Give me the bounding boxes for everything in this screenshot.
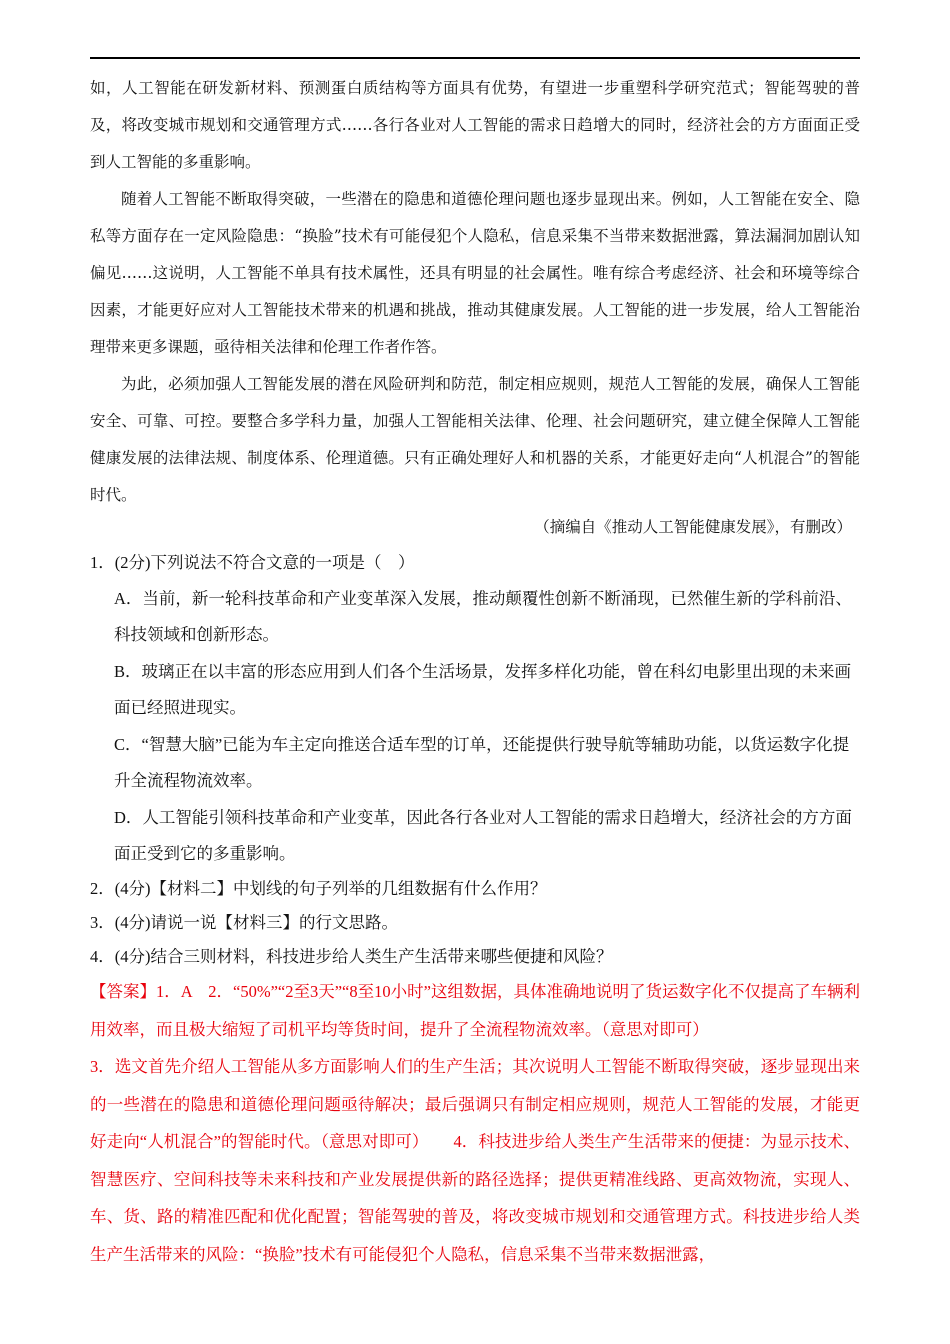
question-section bbox=[90, 546, 860, 974]
passage-paragraph: 随着人工智能不断取得突破，一些潜在的隐患和道德伦理问题也逐步显现出来。例如，人工智能在安全、隐私等方面存在一定风险隐患：“换脸”技术有可能侵犯个人隐私，信息采集不当带来数据泄露，算法漏洞加剧认知偏见……这说明，人工智能不单具有技术属性，还具有明显的社会属性。唯有综合考虑经济、社会和环境等综合因素，才能更好应对人工智能技术带来的机遇和挑战，推动其健康发展。人工智能的进一步发展，给人工智能治理带来更多课题，亟待相关法律和伦理工作者作答。 bbox=[90, 190, 860, 356]
source-citation: （摘编自《推动人工智能健康发展》，有删改） bbox=[534, 518, 852, 536]
header-rule bbox=[90, 57, 860, 59]
option-c: C．“智慧大脑”已能为车主定向推送合适车型的订单，还能提供行驶导航等辅助功能，以货运数字化提升全流程物流效率。 bbox=[114, 735, 850, 790]
question-1: 1．(2分)下列说法不符合文意的一项是（ ） bbox=[90, 553, 415, 572]
option-d: D．人工智能引领科技革命和产业变革，因此各行各业对人工智能的需求日趋增大，经济社会的方方面面正受到它的多重影响。 bbox=[114, 808, 852, 863]
question-3: 3．(4分)请说一说【材料三】的行文思路。 bbox=[90, 913, 398, 932]
answer-section bbox=[90, 973, 860, 1273]
option-a: A．当前，新一轮科技革命和产业变革深入发展，推动颠覆性创新不断涌现，已然催生新的学科前沿、科技领域和创新形态。 bbox=[114, 589, 852, 644]
passage-paragraph: 如，人工智能在研发新材料、预测蛋白质结构等方面具有优势，有望进一步重塑科学研究范式；智能驾驶的普及，将改变城市规划和交通管理方式……各行各业对人工智能的需求日趋增大的同时，经济社会的方方面面正受到人工智能的多重影响。 bbox=[90, 79, 860, 171]
answer-paragraph: 3．选文首先介绍人工智能从多方面影响人们的生产生活；其次说明人工智能不断取得突破，逐步显现出来的一些潜在的隐患和道德伦理问题亟待解决；最后强调只有制定相应规则，规范人工智能的发展，才能更好走向“人机混合”的智能时代。（意思对即可） 4．科技进步给人类生产生活带来的便捷：为显示技术、智慧医疗、空间科技等未来科技和产业发展提供新的路径选择；提供更精准线路、更高效物流，实现人、车、货、路的精准匹配和优化配置；智能驾驶的普及，将改变城市规划和交通管理方式。科技进步给人类生产生活带来的风险：“换脸”技术有可能侵犯个人隐私，信息采集不当带来数据泄露， bbox=[90, 1057, 860, 1264]
option-b: B．玻璃正在以丰富的形态应用到人们各个生活场景，发挥多样化功能，曾在科幻电影里出现的未来画面已经照进现实。 bbox=[114, 662, 852, 717]
passage-paragraph: 为此，必须加强人工智能发展的潜在风险研判和防范，制定相应规则，规范人工智能的发展，确保人工智能安全、可靠、可控。要整合多学科力量，加强人工智能相关法律、伦理、社会问题研究，建立健全保障人工智能健康发展的法律法规、制度体系、伦理道德。只有正确处理好人和机器的关系，才能更好走向“人机混合”的智能时代。 bbox=[90, 375, 860, 504]
question-4: 4．(4分)结合三则材料，科技进步给人类生产生活带来哪些便捷和风险？ bbox=[90, 947, 613, 966]
answer-paragraph: 【答案】1．A 2．“50%”“2至3天”“8至10小时”这组数据，具体准确地说明了货运数字化不仅提高了车辆利用效率，而且极大缩短了司机平均等货时间，提升了全流程物流效率。（意思对即可） bbox=[90, 982, 860, 1039]
question-2: 2．(4分)【材料二】中划线的句子列举的几组数据有什么作用？ bbox=[90, 879, 547, 898]
reading-passage bbox=[90, 70, 860, 514]
